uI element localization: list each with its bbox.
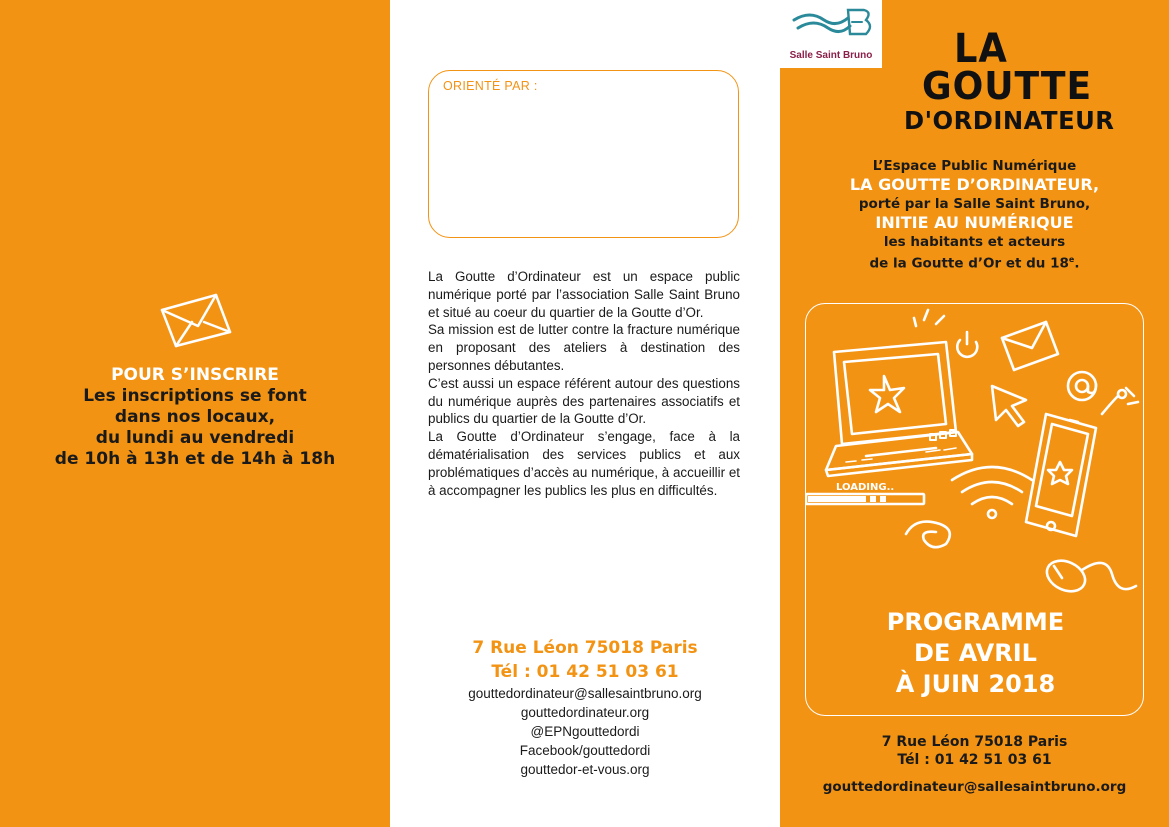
intro-text xyxy=(780,157,1169,273)
intro-highlight: LA GOUTTE D’ORDINATEUR, xyxy=(849,175,1100,194)
right-contact-block xyxy=(780,733,1169,796)
registration-title: POUR S’INSCRIRE xyxy=(111,365,279,385)
brand-line-2: GOUTTE xyxy=(922,64,1093,108)
wifi-icon xyxy=(952,467,1032,518)
facebook-link[interactable]: Facebook/gouttedordi xyxy=(519,743,651,758)
program-line: À JUIN 2018 xyxy=(895,670,1056,698)
intro-line: les habitants et acteurs xyxy=(883,234,1066,250)
middle-panel xyxy=(390,0,780,827)
intro-line: L’Espace Public Numérique xyxy=(872,158,1077,174)
twitter-link[interactable]: @EPNgouttedordi xyxy=(530,724,640,739)
envelope-icon xyxy=(158,292,234,348)
email-link[interactable]: gouttedordinateur@sallesaintbruno.org xyxy=(822,779,1127,795)
description-paragraph: La Goutte d’Ordinateur est un espace public numérique porté par l’association Salle Saint Bruno et situé au coeur du quartier de la Goutte d’Or. xyxy=(428,269,740,320)
address: 7 Rue Léon 75018 Paris xyxy=(472,638,698,658)
intro-line-suffix: . xyxy=(1074,255,1080,272)
digital-illustration xyxy=(806,304,1145,604)
blog-link[interactable]: gouttedor-et-vous.org xyxy=(520,762,650,777)
star-icon xyxy=(870,376,904,412)
logo-wave-icon xyxy=(788,6,872,46)
intro-line xyxy=(780,251,1169,273)
envelope-icon xyxy=(1002,322,1058,370)
logo-text: Salle Saint Bruno xyxy=(789,50,873,61)
referral-box[interactable] xyxy=(428,70,739,238)
address: 7 Rue Léon 75018 Paris xyxy=(881,734,1068,750)
brand-line-3: D'ORDINATEUR xyxy=(904,106,1115,135)
at-sign-icon xyxy=(1068,372,1096,400)
website-link[interactable]: gouttedordinateur.org xyxy=(520,705,650,720)
intro-line: porté par la Salle Saint Bruno, xyxy=(858,196,1091,212)
intro-line-text: de la Goutte d’Or et du 18 xyxy=(869,255,1069,272)
registration-line: de 10h à 13h et de 14h à 18h xyxy=(54,449,336,469)
phone: Tél : 01 42 51 03 61 xyxy=(491,662,679,682)
description-paragraph: C’est aussi un espace référent autour des questions du numérique auprès des partenaires associatifs et publics du quartier de la Goutte d’Or. xyxy=(428,375,740,427)
brand-logo xyxy=(900,26,1160,136)
registration-line: du lundi au vendredi xyxy=(95,428,295,448)
registration-line: Les inscriptions se font xyxy=(83,386,307,406)
description-paragraph: La Goutte d’Ordinateur s’engage, face à la dématérialisation des services publics et aux problématiques d’accès au numérique, à accueillir et à accompagner les publics les plus en difficultés. xyxy=(428,429,740,498)
intro-highlight: INITIE AU NUMÉRIQUE xyxy=(875,213,1074,232)
loading-label: LOADING.. xyxy=(836,482,895,493)
phone: Tél : 01 42 51 03 61 xyxy=(897,752,1052,768)
program-title xyxy=(806,607,1145,700)
registration-line: dans nos locaux, xyxy=(114,407,276,427)
program-line: DE AVRIL xyxy=(914,639,1037,667)
superscript: e xyxy=(1068,255,1075,264)
left-panel xyxy=(0,0,390,827)
description-paragraph: Sa mission est de lutter contre la fracture numérique en proposant des ateliers à destination des personnes débutantes. xyxy=(428,322,740,373)
cursor-icon xyxy=(992,386,1026,426)
contact-block xyxy=(390,636,780,779)
registration-info xyxy=(0,365,390,470)
program-box xyxy=(805,303,1144,716)
star-icon xyxy=(1048,462,1072,484)
mouse-icon xyxy=(1042,555,1136,597)
program-line: PROGRAMME xyxy=(886,608,1065,636)
description-text xyxy=(428,268,740,499)
salle-saint-bruno-logo xyxy=(780,0,882,68)
brand-line-1: LA xyxy=(954,26,1008,72)
email-link[interactable]: gouttedordinateur@sallesaintbruno.org xyxy=(468,686,702,701)
power-icon xyxy=(957,332,977,357)
right-panel xyxy=(780,0,1169,827)
referral-label: ORIENTÉ PAR : xyxy=(443,79,538,93)
smartphone-icon xyxy=(1026,414,1096,536)
